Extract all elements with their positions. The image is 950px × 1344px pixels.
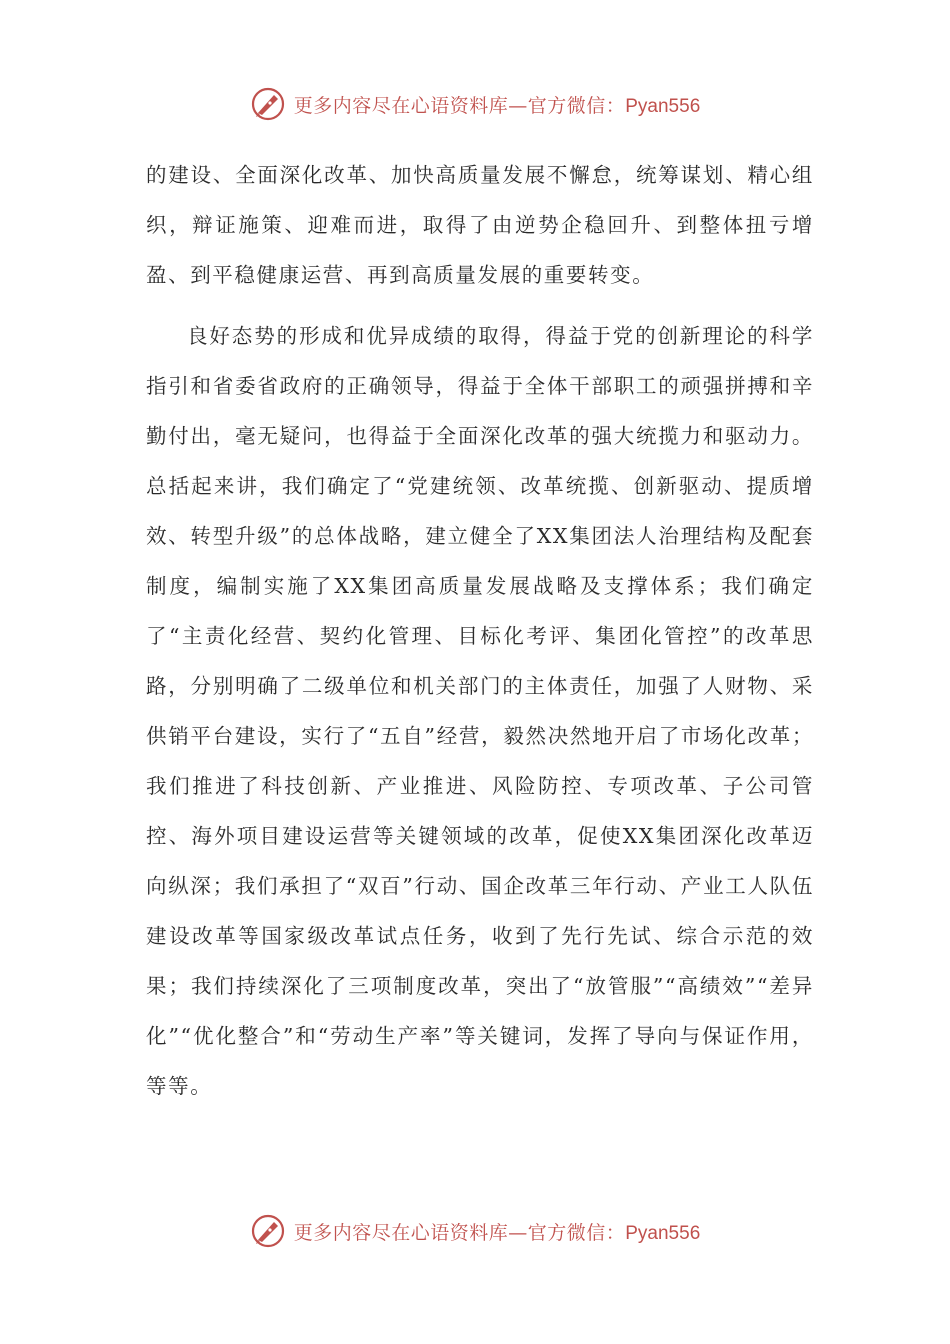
- paragraph-1: 的建设、全面深化改革、加快高质量发展不懈怠，统筹谋划、精心组织，辩证施策、迎难而进，取得了由逆势企稳回升、到整体扭亏增盈、到平稳健康运营、再到高质量发展的重要转变。: [146, 163, 814, 287]
- watermark-text: 更多内容尽在心语资料库—官方微信：Pyan556: [293, 94, 701, 117]
- watermark-text: 更多内容尽在心语资料库—官方微信：Pyan556: [293, 1221, 701, 1244]
- paragraph-2: 良好态势的形成和优异成绩的取得，得益于党的创新理论的科学指引和省委省政府的正确领导，得益于全体干部职工的顽强拼搏和辛勤付出，毫无疑问，也得益于全面深化改革的强大统揽力和驱动力。总括起来讲，我们确定了“党建统领、改革统揽、创新驱动、提质增效、转型升级”的总体战略，建立健全了XX集团法人治理结构及配套制度，编制实施了XX集团高质量发展战略及支撑体系；我们确定了“主责化经营、契约化管理、目标化考评、集团化管控”的改革思路，分别明确了二级单位和机关部门的主体责任，加强了人财物、采供销平台建设，实行了“五自”经营，毅然决然地开启了市场化改革；我们推进了科技创新、产业推进、风险防控、专项改革、子公司管控、海外项目建设运营等关键领域的改革，促使XX集团深化改革迈向纵深；我们承担了“双百”行动、国企改革三年行动、产业工人队伍建设改革等国家级改革试点任务，收到了先行先试、综合示范的效果；我们持续深化了三项制度改革，突出了“放管服”“高绩效”“差异化”“优化整合”和“劳动生产率”等关键词，发挥了导向与保证作用，等等。: [146, 324, 814, 1098]
- pen-nib-circle-icon: [250, 86, 286, 122]
- document-body: [146, 150, 814, 1111]
- watermark-footer: [0, 1211, 950, 1251]
- pen-nib-circle-icon: [250, 1213, 286, 1249]
- watermark-header: [0, 84, 950, 124]
